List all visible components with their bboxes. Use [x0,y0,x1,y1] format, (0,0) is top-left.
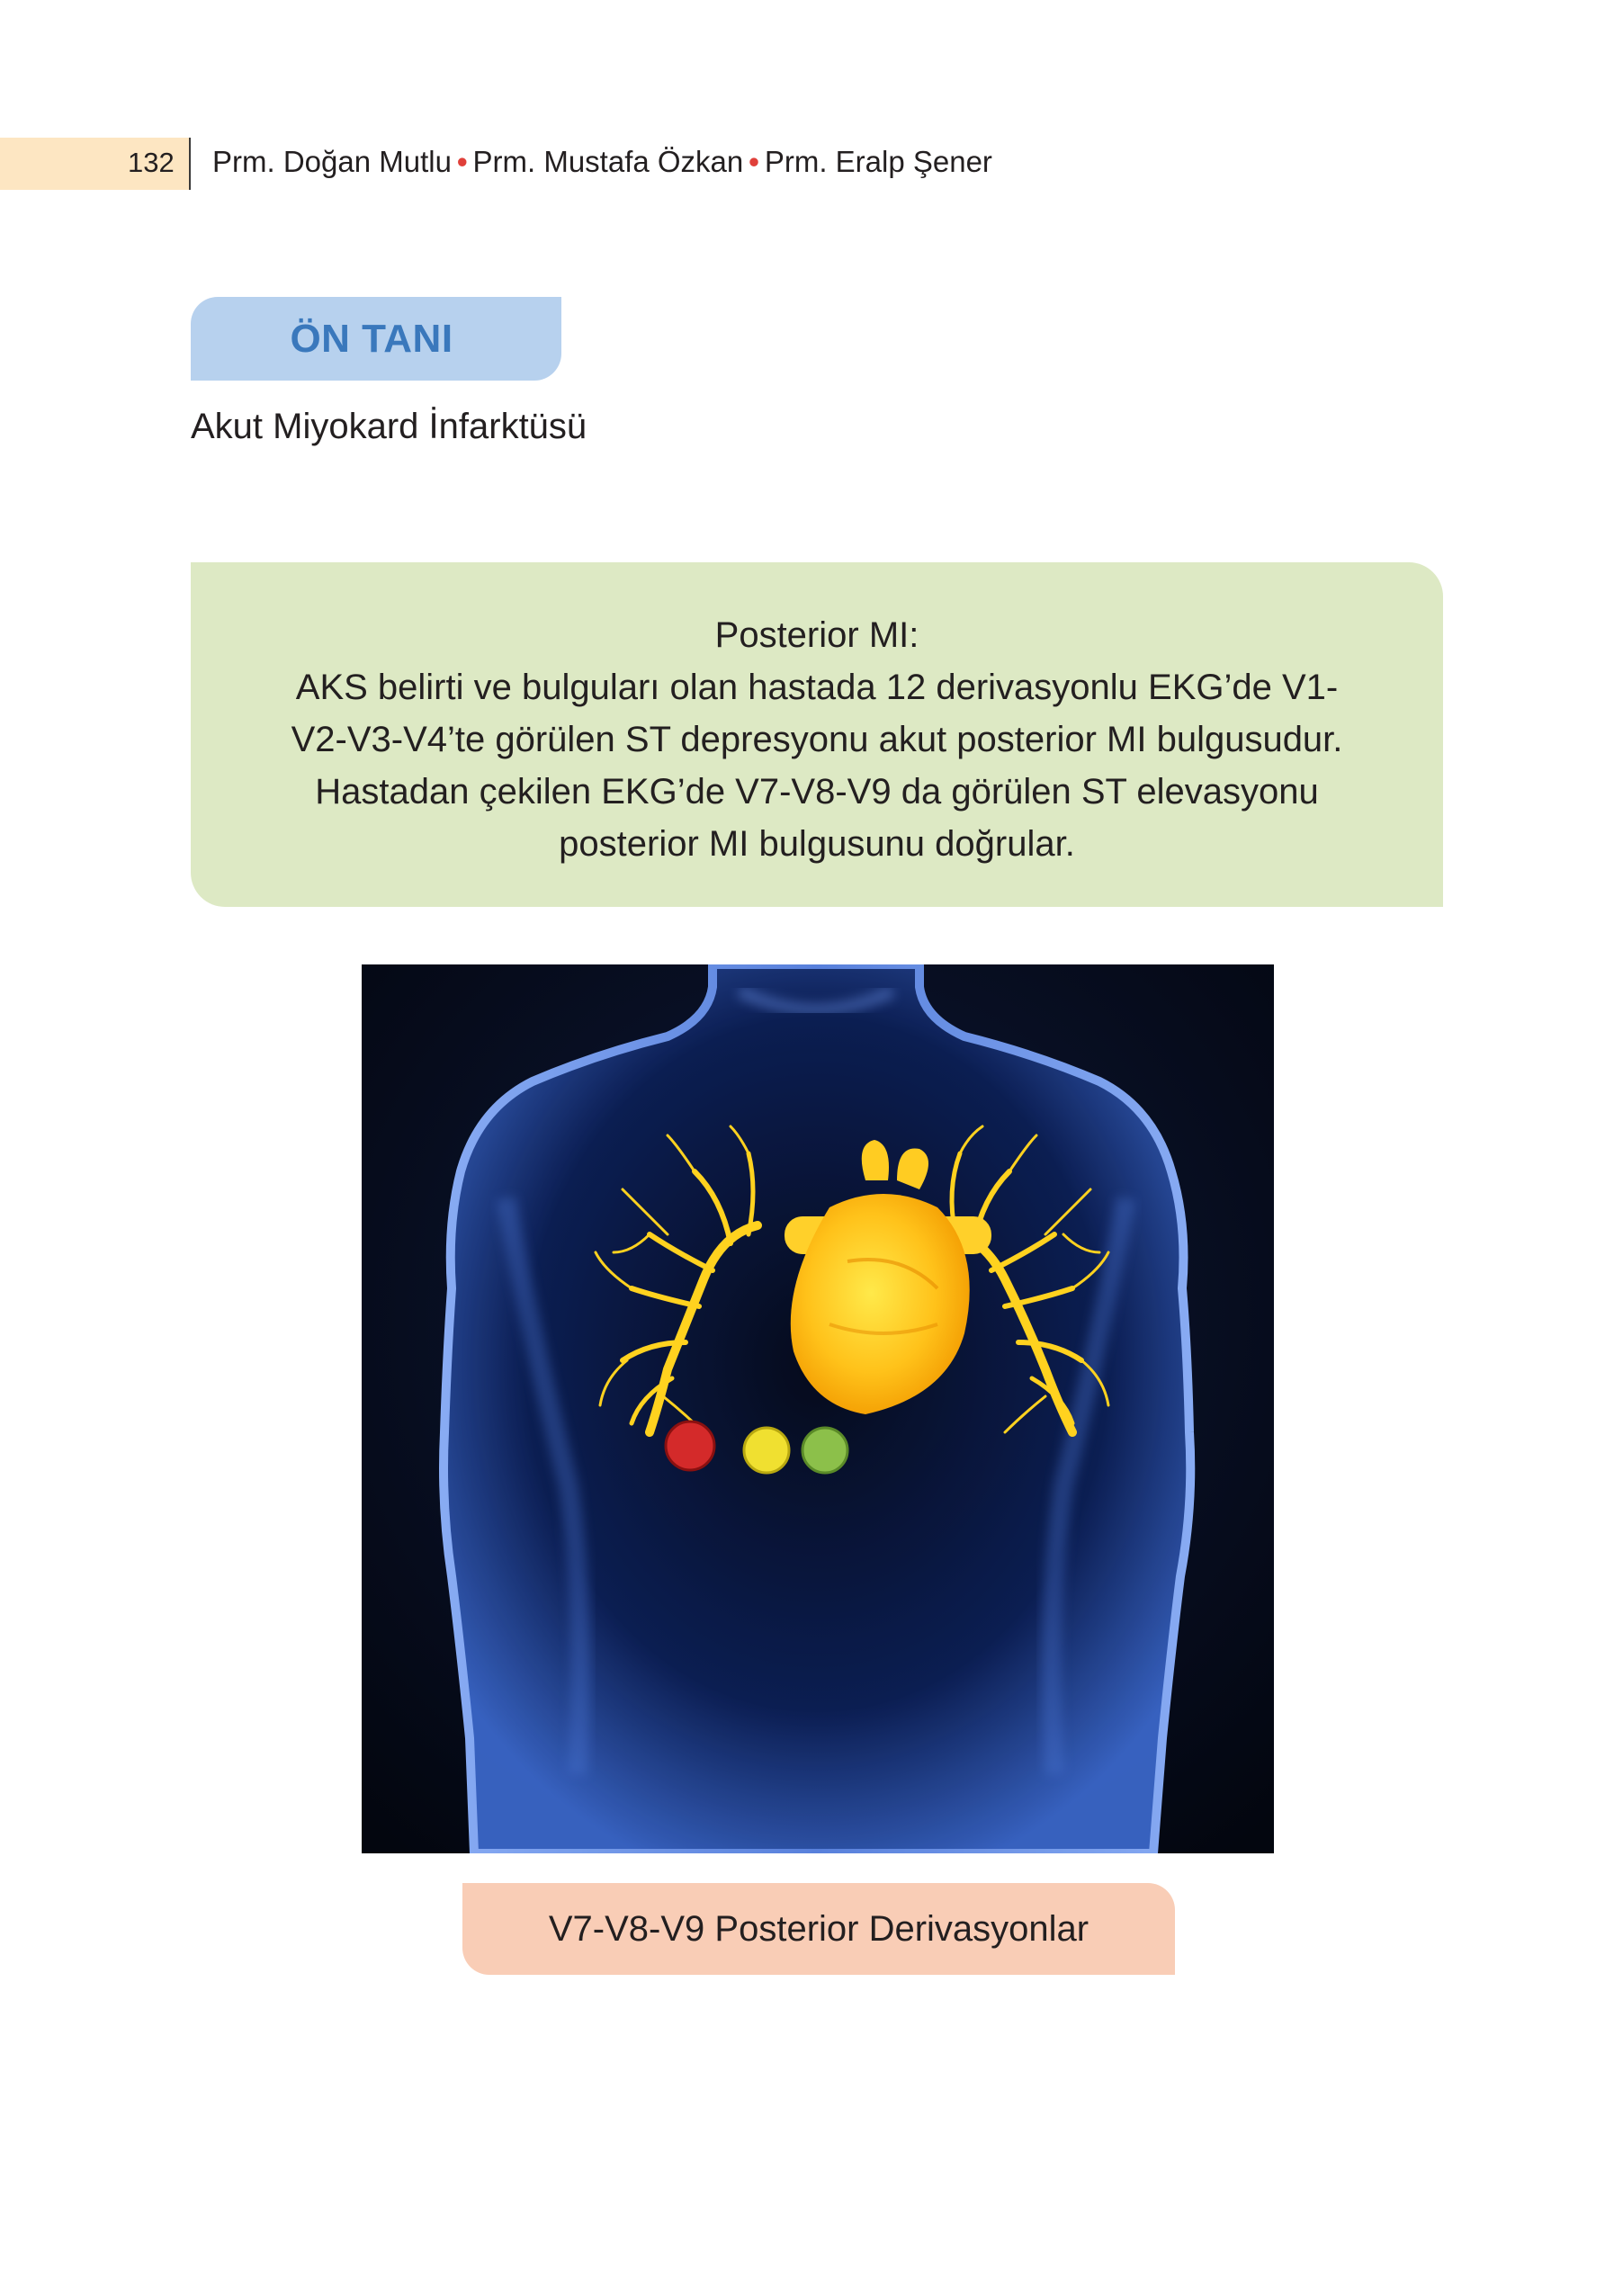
page-number: 132 [128,147,175,178]
figure-caption [462,1883,1175,1975]
author-2: Prm. Mustafa Özkan [472,145,744,178]
info-box-line: AKS belirti ve bulguları olan hastada 12 derivasyonlu EKG’de V1- [295,668,1339,707]
separator-dot: • [456,145,468,178]
diagnosis-text: Akut Miyokard İnfarktüsü [191,407,587,446]
info-box [191,562,1443,907]
author-3: Prm. Eralp Şener [764,145,992,178]
anatomy-illustration [362,964,1274,1853]
section-badge [191,297,561,381]
info-box-line: posterior MI bulgusunu doğrular. [559,824,1075,864]
info-box-line: V2-V3-V4’te görülen ST depresyonu akut posterior MI bulgusudur. [291,720,1343,759]
electrode-v7 [666,1422,714,1470]
author-1: Prm. Doğan Mutlu [212,145,452,178]
figure-caption-text: V7-V8-V9 Posterior Derivasyonlar [548,1908,1089,1949]
torso-illustration [362,964,1274,1853]
separator-dot: • [749,145,759,178]
info-box-title: Posterior MI: [714,615,919,655]
section-badge-label: ÖN TANI [290,316,453,361]
electrode-v8 [744,1428,789,1473]
running-header-authors [212,145,992,179]
info-box-line: Hastadan çekilen EKG’de V7-V8-V9 da görülen ST elevasyonu [315,772,1319,812]
electrode-v9 [802,1428,847,1473]
